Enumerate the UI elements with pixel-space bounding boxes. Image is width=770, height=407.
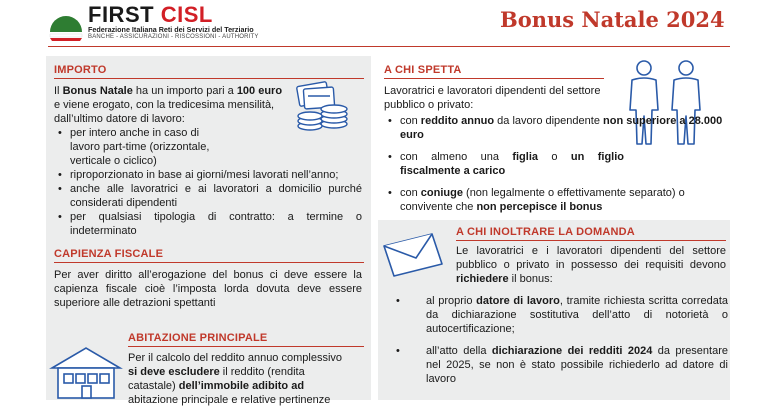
- list-item: • anche alle lavoratrici e ai lavoratori a domicilio purché considerati dipendenti: [54, 182, 362, 210]
- abitazione-text: [128, 351, 364, 407]
- abitazione-line4: abitazione principale e relative pertinenze: [128, 394, 331, 406]
- abitazione-heading: ABITAZIONE PRINCIPALE: [128, 332, 268, 344]
- importo-intro-mid: ha un importo pari a: [132, 85, 237, 97]
- spetta-heading: A CHI SPETTA: [384, 64, 462, 76]
- spetta-item1-mid: da lavoro dipendente: [494, 115, 603, 127]
- domanda-list: [392, 294, 728, 386]
- importo-amount: 100 euro: [236, 85, 283, 97]
- list-item: • per qualsiasi tipologia di contratto: a termine o indeterminato: [54, 210, 362, 238]
- spetta-item2-pre: con almeno una: [400, 151, 513, 163]
- domanda-datore: datore di lavoro: [476, 295, 560, 307]
- domanda-intro-post: il bonus:: [508, 273, 553, 285]
- spetta-list: [384, 114, 730, 214]
- domanda-intro-pre: Le lavoratrici e i lavoratori dipendenti del settore pubblico o privato in possesso dei requisiti devono: [456, 245, 726, 271]
- list-item: [392, 344, 728, 386]
- header-divider: [48, 46, 730, 47]
- list-item: [384, 150, 624, 178]
- importo-intro-rest2: dall’ultimo datore di lavoro:: [54, 113, 185, 125]
- envelope-icon: [380, 232, 446, 278]
- bonus-natale-bold: Bonus Natale: [62, 85, 133, 97]
- importo-intro-rest1: e viene erogato, con la tredicesima mensilità,: [54, 99, 275, 111]
- logo-subtitle: Federazione Italiana Reti dei Servizi del Terziario: [88, 25, 254, 34]
- abitazione-heading-line: [128, 346, 364, 347]
- importo-intro-pre: Il: [54, 85, 63, 97]
- abitazione-immobile: dell’immobile adibito ad: [178, 380, 305, 392]
- spetta-heading-line: [384, 78, 604, 79]
- abitazione-line2: il reddito (rendita: [219, 366, 305, 378]
- spetta-limit: non superiore a 28.000 euro: [400, 115, 723, 141]
- logo-tagline: BANCHE - ASSICURAZIONI - RISCOSSIONI - AUTHORITY: [88, 34, 259, 40]
- abitazione-line3: catastale): [128, 380, 179, 392]
- domanda-item1-pre: al proprio: [426, 295, 477, 307]
- house-icon: [48, 344, 124, 400]
- spetta-no-bonus: non percepisce il bonus: [476, 201, 603, 213]
- spetta-item3-mid: (non legalmente o effettivamente separato) o convivente che: [400, 187, 685, 213]
- spetta-item1-pre: con: [400, 115, 421, 127]
- spetta-item2-mid: o: [538, 151, 571, 163]
- page-title: Bonus Natale 2024: [500, 7, 725, 32]
- list-item: [384, 186, 730, 214]
- first-cisl-logo-icon: [48, 6, 84, 42]
- list-item: • per intero anche in caso di lavoro part-time (orizzontale, verticale o ciclico): [54, 126, 230, 168]
- domanda-item2-pre: all’atto della: [426, 345, 492, 357]
- list-item: [392, 294, 728, 336]
- list-item: • riproporzionato in base ai giorni/mesi lavorati nell’anno;: [54, 168, 362, 182]
- spetta-intro: Lavoratrici e lavoratori dipendenti del settore pubblico o privato:: [384, 85, 601, 111]
- importo-heading: IMPORTO: [54, 64, 107, 76]
- importo-intro: [54, 84, 294, 126]
- abitazione-exclude: si deve escludere: [128, 366, 220, 378]
- abitazione-line1: Per il calcolo del reddito annuo complessivo: [128, 352, 343, 364]
- domanda-richiedere: richiedere: [456, 273, 509, 285]
- logo-first: FIRST: [88, 2, 155, 27]
- domanda-dichiarazione: dichiarazione dei redditi 2024: [491, 345, 653, 357]
- domanda-heading: A CHI INOLTRARE LA DOMANDA: [456, 226, 635, 238]
- spetta-reddito: reddito annuo: [420, 115, 495, 127]
- spetta-coniuge: coniuge: [420, 187, 463, 199]
- importo-list: [54, 126, 362, 238]
- logo-cisl: CISL: [160, 2, 213, 27]
- spetta-figlia: figlia: [512, 151, 538, 163]
- domanda-intro: [456, 244, 726, 286]
- capienza-heading-line: [54, 262, 364, 263]
- list-item: [384, 114, 730, 142]
- capienza-heading: CAPIENZA FISCALE: [54, 248, 164, 260]
- domanda-item2-post: da presentare nel 2025, se non è stato possibile richiederlo ad datore di lavoro: [426, 345, 728, 385]
- capienza-text: Per aver diritto all’erogazione del bonus ci deve essere la capienza fiscale cioè l’imposta lorda dovuta deve essere superiore alle detrazioni spettanti: [54, 269, 362, 309]
- spetta-figlio: un figlio fiscalmente a carico: [400, 151, 625, 177]
- spetta-item3-pre: con: [400, 187, 421, 199]
- domanda-item1-post: , tramite richiesta scritta corredata da dichiarazione sostitutiva dell’atto di notorietà o autocertificazione;: [426, 295, 728, 335]
- domanda-heading-line: [456, 240, 726, 241]
